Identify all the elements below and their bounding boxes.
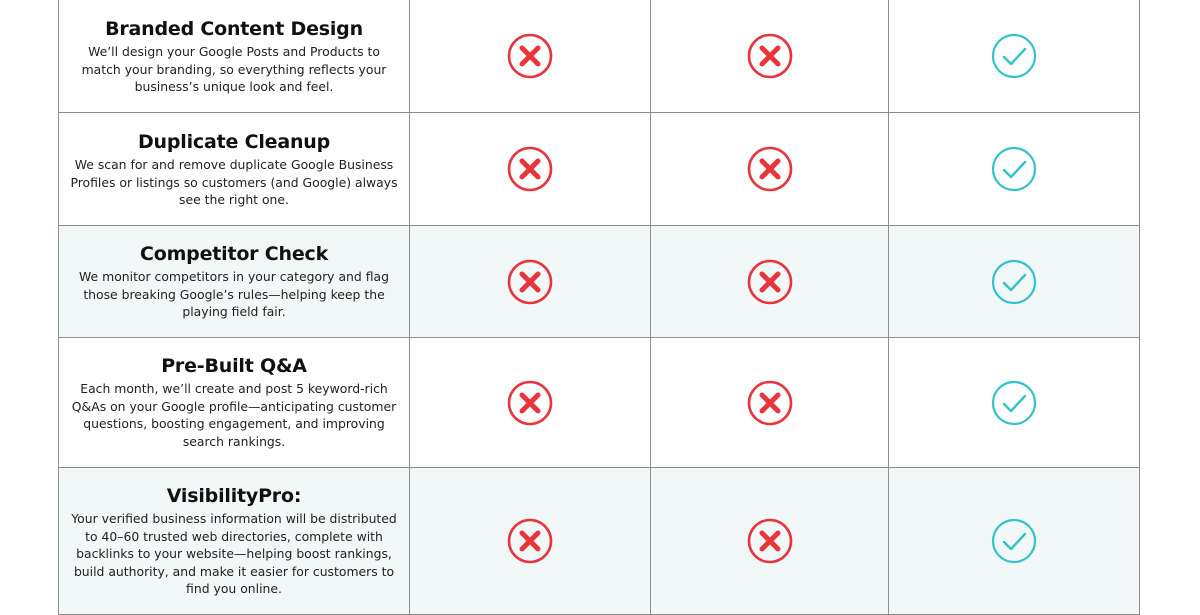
checkmark-circle-icon <box>991 259 1037 305</box>
x-circle-icon <box>747 146 793 192</box>
mark-cell <box>888 468 1140 615</box>
feature-title: Duplicate Cleanup <box>137 131 330 153</box>
checkmark-circle-icon <box>991 146 1037 192</box>
feature-description: Your verified business information will be distributed to 40–60 trusted web directories, complete with backlinks to your website—helping boost rankings, build authority, and make it easier for customers to find you online. <box>71 511 397 596</box>
x-circle-icon <box>507 380 553 426</box>
feature-cell <box>58 468 409 615</box>
checkmark-circle-icon <box>991 33 1037 79</box>
mark-cell <box>888 113 1140 226</box>
table-row <box>58 338 1140 468</box>
mark-cell <box>409 338 650 468</box>
feature-description: We scan for and remove duplicate Google Business Profiles or listings so customers (and Google) always see the right one. <box>70 157 398 207</box>
mark-cell <box>888 338 1140 468</box>
feature-description: We’ll design your Google Posts and Products to match your branding, so everything reflects your business’s unique look and feel. <box>81 44 387 94</box>
feature-title: Branded Content Design <box>105 18 363 40</box>
feature-title: Pre-Built Q&A <box>161 355 307 377</box>
mark-cell <box>650 0 888 113</box>
x-circle-icon <box>747 518 793 564</box>
mark-cell <box>650 113 888 226</box>
feature-cell <box>58 0 409 113</box>
mark-cell <box>888 0 1140 113</box>
mark-cell <box>409 113 650 226</box>
table-row <box>58 226 1140 338</box>
comparison-table <box>58 0 1140 615</box>
feature-cell <box>58 226 409 338</box>
mark-cell <box>650 338 888 468</box>
x-circle-icon <box>507 146 553 192</box>
feature-title: VisibilityPro: <box>166 485 302 507</box>
x-circle-icon <box>507 518 553 564</box>
feature-title: Competitor Check <box>139 243 329 265</box>
x-circle-icon <box>747 380 793 426</box>
mark-cell <box>650 226 888 338</box>
checkmark-circle-icon <box>991 518 1037 564</box>
x-circle-icon <box>747 33 793 79</box>
table-row <box>58 0 1140 113</box>
feature-cell <box>58 113 409 226</box>
mark-cell <box>409 468 650 615</box>
table-row <box>58 468 1140 615</box>
mark-cell <box>650 468 888 615</box>
table-row <box>58 113 1140 226</box>
mark-cell <box>409 226 650 338</box>
checkmark-circle-icon <box>991 380 1037 426</box>
x-circle-icon <box>507 33 553 79</box>
mark-cell <box>409 0 650 113</box>
mark-cell <box>888 226 1140 338</box>
feature-description: We monitor competitors in your category and flag those breaking Google’s rules—helping keep the playing field fair. <box>79 269 389 319</box>
x-circle-icon <box>507 259 553 305</box>
x-circle-icon <box>747 259 793 305</box>
feature-description: Each month, we’ll create and post 5 keyword-rich Q&As on your Google profile—anticipating customer questions, boosting engagement, and improving search rankings. <box>71 381 397 449</box>
feature-cell <box>58 338 409 468</box>
